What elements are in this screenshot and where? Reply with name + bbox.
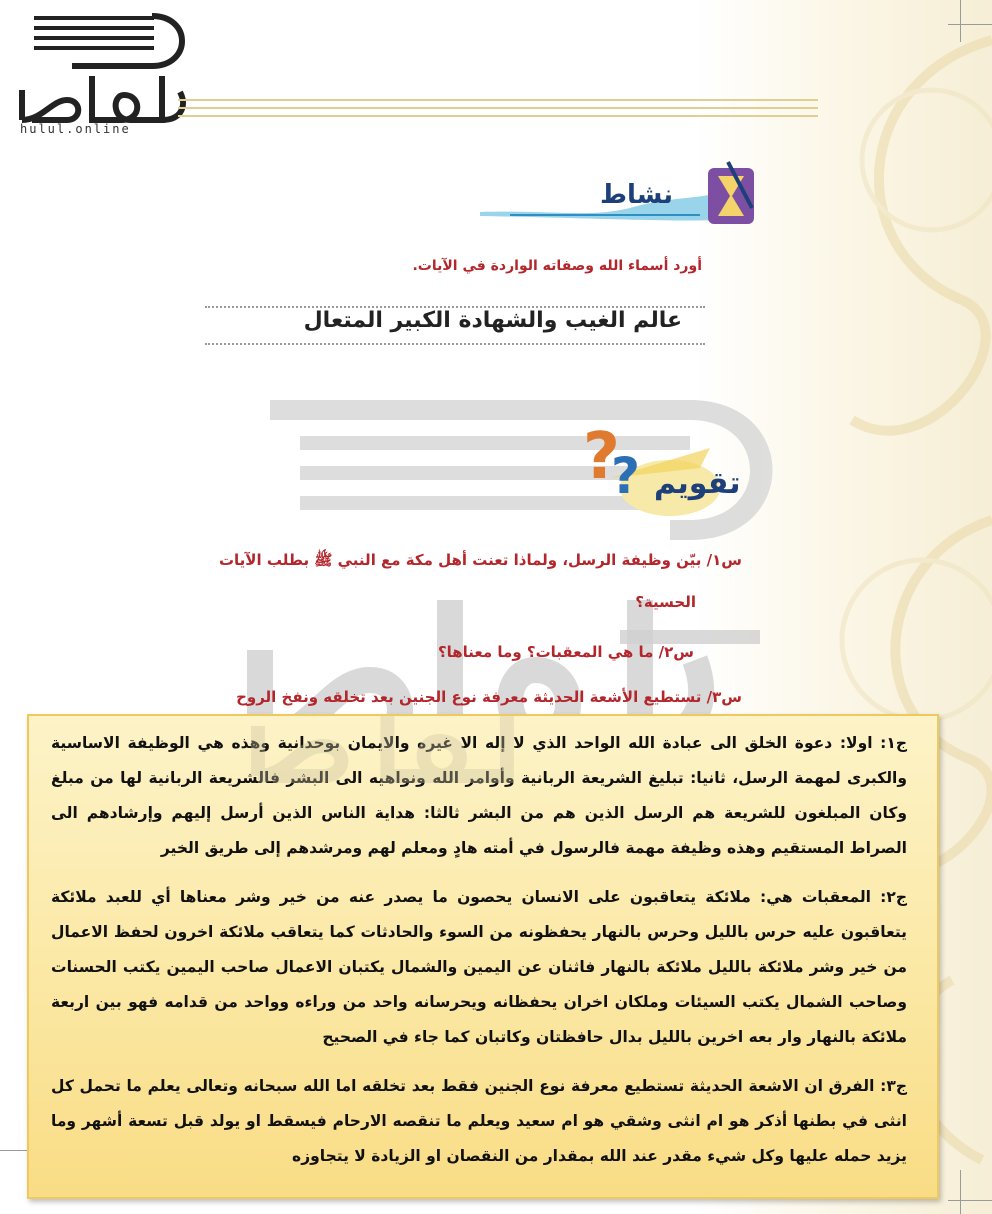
crop-mark xyxy=(960,1170,961,1214)
crop-mark xyxy=(948,24,992,25)
question-2: س٢/ ما هي المعقبات؟ وما معناها؟ xyxy=(437,643,694,661)
svg-text:?: ? xyxy=(582,420,620,494)
hulul-logo xyxy=(12,10,192,140)
crop-mark xyxy=(0,1150,30,1151)
activity-instruction: أورد أسماء الله وصفاته الواردة في الآيات. xyxy=(412,258,702,274)
answers-box xyxy=(27,714,939,1199)
question-3: س٣/ تستطيع الأشعة الحديثة معرفة نوع الجنين بعد تخلقه ونفخ الروح xyxy=(236,688,742,706)
answer-2: ج٢: المعقبات هي: ملائكة يتعاقبون على الانسان يحصون ما يصدر عنه من خير وشر معناها أي للعبد ملائكة يتعاقبون عليه حرس بالليل وحرس بالنهار يحفظونه من السوء والحادثات كما يتعاقب ملائكة اخرون لحفظ الاعمال من خير وشر ملائكة بالليل ملائكة بالنهار فاثنان عن اليمين والشمال يكتبان الاعمال صاحب اليمين يكتب الحسنات وصاحب الشمال يكتب السيئات وملكان اخران يحفظانه ويحرسانه واحد من وراءه وواحد من قدامه فهو بين اربعة ملائكة بالنهار وار بعه اخرين بالليل بدال حافظتان وكاتبان كما جاء في الصحيح xyxy=(51,888,907,1046)
logo-site-text: hulul.online xyxy=(20,122,131,136)
svg-text:?: ? xyxy=(610,447,640,505)
answer-3: ج٣: الفرق ان الاشعة الحديثة تستطيع معرفة نوع الجنين فقط بعد تخلقه اما الله سبحانه وتعالى يعلم ما تحمل كل انثى في بطنها أذكر هو ام انثى وشقي هو ام سعيد ويعلم ما تنقصه الارحام فيسقط او يولد قبل تسعة أشهر وما يزيد حمله عليها وكل شيء مقدر عند الله بمقدار من النقصان او الزيادة لا يتجاوزه xyxy=(51,1077,907,1165)
crop-mark xyxy=(960,0,961,42)
header-lines xyxy=(178,96,818,122)
question-1-line-2: الحسية؟ xyxy=(635,593,696,611)
activity-answer: عالم الغيب والشهادة الكبير المتعال xyxy=(303,308,682,333)
answer-1: ج١: اولا: دعوة الخلق الى عبادة الله الواحد الذي لا إله الا غيره والايمان بوحدانية وهذه هي الوظيفة الاساسية والكبرى لمهمة الرسل، ثانيا: تبليغ الشريعة الربانية وأوامر الله ونواهيه الى البشر فالشريعة الربانية لها من مبلغ وكان المبلغون للشريعة هم الرسل الذين هم من البشر ثالثا: هداية الناس الذين أرسل إليهم وإرشادهم الى الصراط المستقيم وهذه وظيفة مهمة فالرسول في أمته هادٍ ومعلم لهم ومرشدهم إلى طريق الخير xyxy=(51,734,907,857)
question-1-line-1: س١/ بيّن وظيفة الرسل، ولماذا تعنت أهل مكة مع النبي ﷺ بطلب الآيات xyxy=(218,551,742,569)
dotted-line xyxy=(205,343,705,345)
crop-mark xyxy=(948,1200,992,1201)
activity-title: نشاط xyxy=(600,180,673,210)
evaluation-title: تقويم xyxy=(654,466,741,501)
